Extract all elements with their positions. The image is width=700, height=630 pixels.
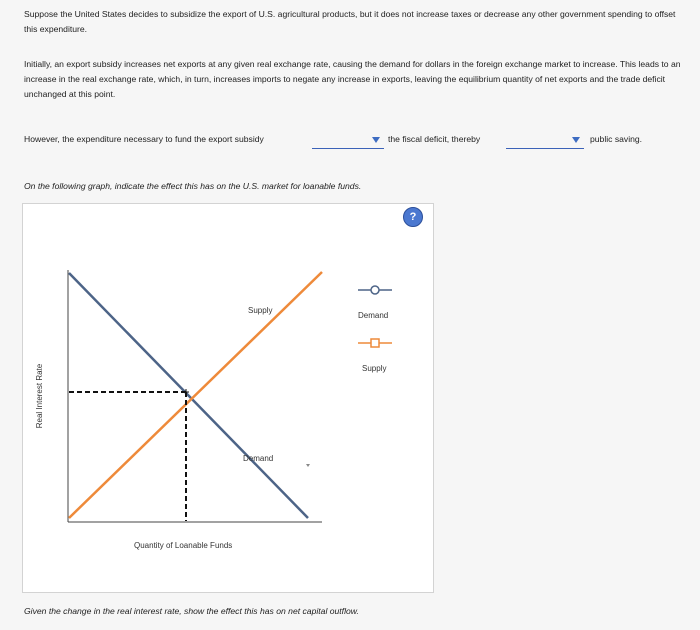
legend-demand-tool[interactable] — [358, 286, 392, 320]
legend-supply-tool[interactable] — [358, 339, 392, 373]
supply-curve[interactable] — [69, 272, 322, 518]
intro-paragraph: Suppose the United States decides to subsidize the export of U.S. agricultural products, but it does not increase taxes or decrease any other government spending to offset this expenditure. — [24, 9, 676, 34]
y-axis-label: Real Interest Rate — [35, 363, 44, 429]
question-text-part2: the fiscal deficit, thereby — [388, 134, 481, 144]
explanation-paragraph: Initially, an export subsidy increases net exports at any given real exchange rate, causing the demand for dollars in the foreign exchange market to increase. This leads to an increase in the real exchange rate, which, in turn, increases imports to negate any increase in exports, leaving the equilibrium quantity of net exports and the trade deficit unchanged at this point. — [24, 59, 681, 99]
graph-instruction: On the following graph, indicate the effect this has on the U.S. market for loanable funds. — [24, 181, 362, 191]
square-marker-icon — [371, 339, 379, 347]
circle-marker-icon — [371, 286, 379, 294]
question-text-part1: However, the expenditure necessary to fund the export subsidy — [24, 134, 264, 144]
question-mark-icon[interactable]: ? — [403, 207, 423, 227]
legend-supply-label: Supply — [362, 364, 387, 373]
supply-curve-label: Supply — [248, 306, 273, 315]
demand-curve-label: Demand — [243, 454, 274, 463]
question-text-part3: public saving. — [590, 134, 643, 144]
legend-demand-label: Demand — [358, 311, 389, 320]
cursor-marker — [306, 464, 310, 467]
net-capital-outflow-instruction: Given the change in the real interest rate, show the effect this has on net capital outflow. — [24, 606, 359, 616]
x-axis-label: Quantity of Loanable Funds — [134, 541, 233, 550]
